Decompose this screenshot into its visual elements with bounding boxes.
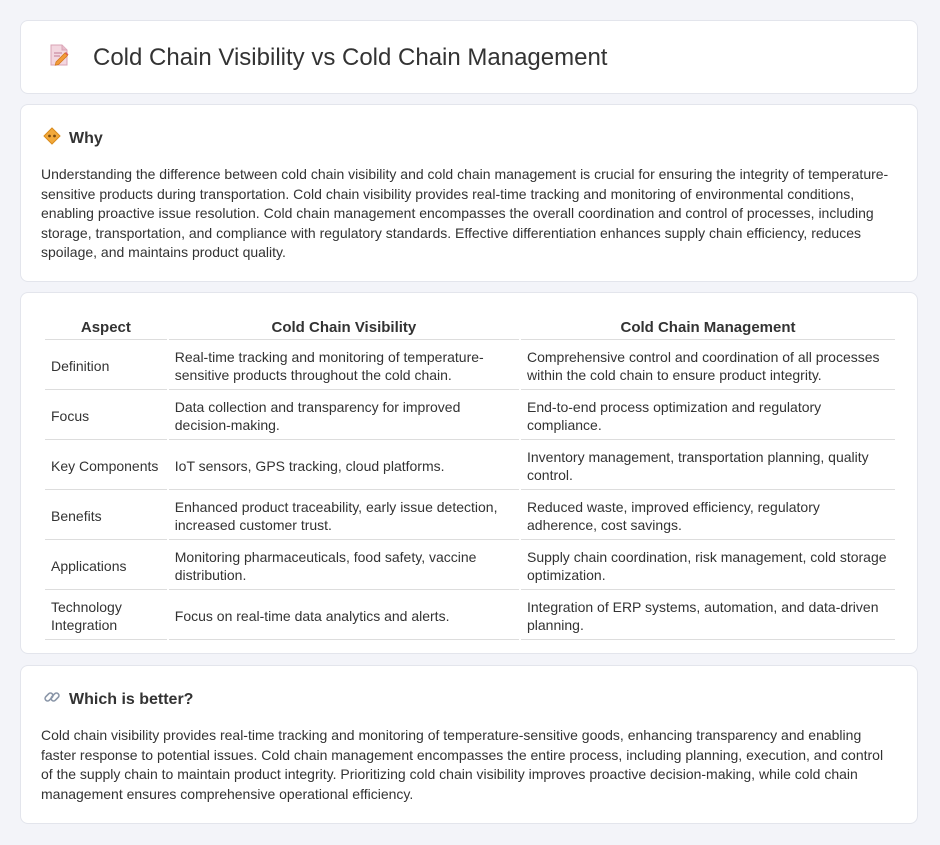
header-management: Cold Chain Management bbox=[521, 317, 895, 340]
diamond-signal-icon bbox=[43, 127, 61, 150]
table-row bbox=[45, 342, 895, 390]
row-management: Inventory management, transportation planning, quality control. bbox=[521, 442, 895, 490]
why-body: Understanding the difference between cold chain visibility and cold chain management is crucial for ensuring the integrity of temperature-sensitive products during transportation. Cold chain visibility provides real-time tracking and monitoring of environmental conditions, enabling proactive issue resolution. Cold chain management encompasses the overall coordination and control of processes, including storage, transportation, and compliance with regulatory standards. Effective differentiation enhances supply chain efficiency, reduces spoilage, and maintains product quality. bbox=[41, 166, 889, 261]
better-heading: Which is better? bbox=[69, 690, 194, 708]
header-aspect: Aspect bbox=[45, 317, 167, 340]
table-header-row bbox=[45, 317, 895, 340]
row-aspect: Definition bbox=[45, 342, 167, 390]
document-pencil-icon bbox=[47, 43, 71, 72]
row-visibility: Enhanced product traceability, early issue detection, increased customer trust. bbox=[169, 492, 519, 540]
row-visibility: Real-time tracking and monitoring of temperature-sensitive products throughout the cold chain. bbox=[169, 342, 519, 390]
link-icon bbox=[43, 688, 61, 711]
comparison-section bbox=[20, 292, 918, 654]
which-is-better-section bbox=[20, 665, 918, 824]
why-heading: Why bbox=[69, 129, 103, 147]
table-row bbox=[45, 492, 895, 540]
row-aspect: Benefits bbox=[45, 492, 167, 540]
row-visibility: IoT sensors, GPS tracking, cloud platforms. bbox=[169, 442, 519, 490]
row-aspect: Focus bbox=[45, 392, 167, 440]
table-row bbox=[45, 442, 895, 490]
row-visibility: Monitoring pharmaceuticals, food safety, vaccine distribution. bbox=[169, 542, 519, 590]
header-visibility: Cold Chain Visibility bbox=[169, 317, 519, 340]
row-aspect: Key Components bbox=[45, 442, 167, 490]
row-management: Comprehensive control and coordination of all processes within the cold chain to ensure product integrity. bbox=[521, 342, 895, 390]
better-body: Cold chain visibility provides real-time tracking and monitoring of temperature-sensitive goods, enhancing transparency and enabling faster response to potential issues. Cold chain management encompasses the entire process, including planning, execution, and control of the supply chain to maintain product integrity. Prioritizing cold chain visibility improves proactive decision-making, while cold chain management ensures comprehensive operational efficiency. bbox=[41, 727, 884, 802]
row-management: Integration of ERP systems, automation, and data-driven planning. bbox=[521, 592, 895, 640]
row-visibility: Data collection and transparency for improved decision-making. bbox=[169, 392, 519, 440]
table-row bbox=[45, 592, 895, 640]
row-management: Reduced waste, improved efficiency, regulatory adherence, cost savings. bbox=[521, 492, 895, 540]
row-visibility: Focus on real-time data analytics and alerts. bbox=[169, 592, 519, 640]
comparison-table bbox=[43, 315, 897, 642]
page-title: Cold Chain Visibility vs Cold Chain Management bbox=[93, 43, 608, 71]
table-row bbox=[45, 542, 895, 590]
why-section bbox=[20, 104, 918, 282]
row-management: End-to-end process optimization and regulatory compliance. bbox=[521, 392, 895, 440]
row-aspect: Technology Integration bbox=[45, 592, 167, 640]
title-card bbox=[20, 20, 918, 94]
row-management: Supply chain coordination, risk management, cold storage optimization. bbox=[521, 542, 895, 590]
table-row bbox=[45, 392, 895, 440]
row-aspect: Applications bbox=[45, 542, 167, 590]
